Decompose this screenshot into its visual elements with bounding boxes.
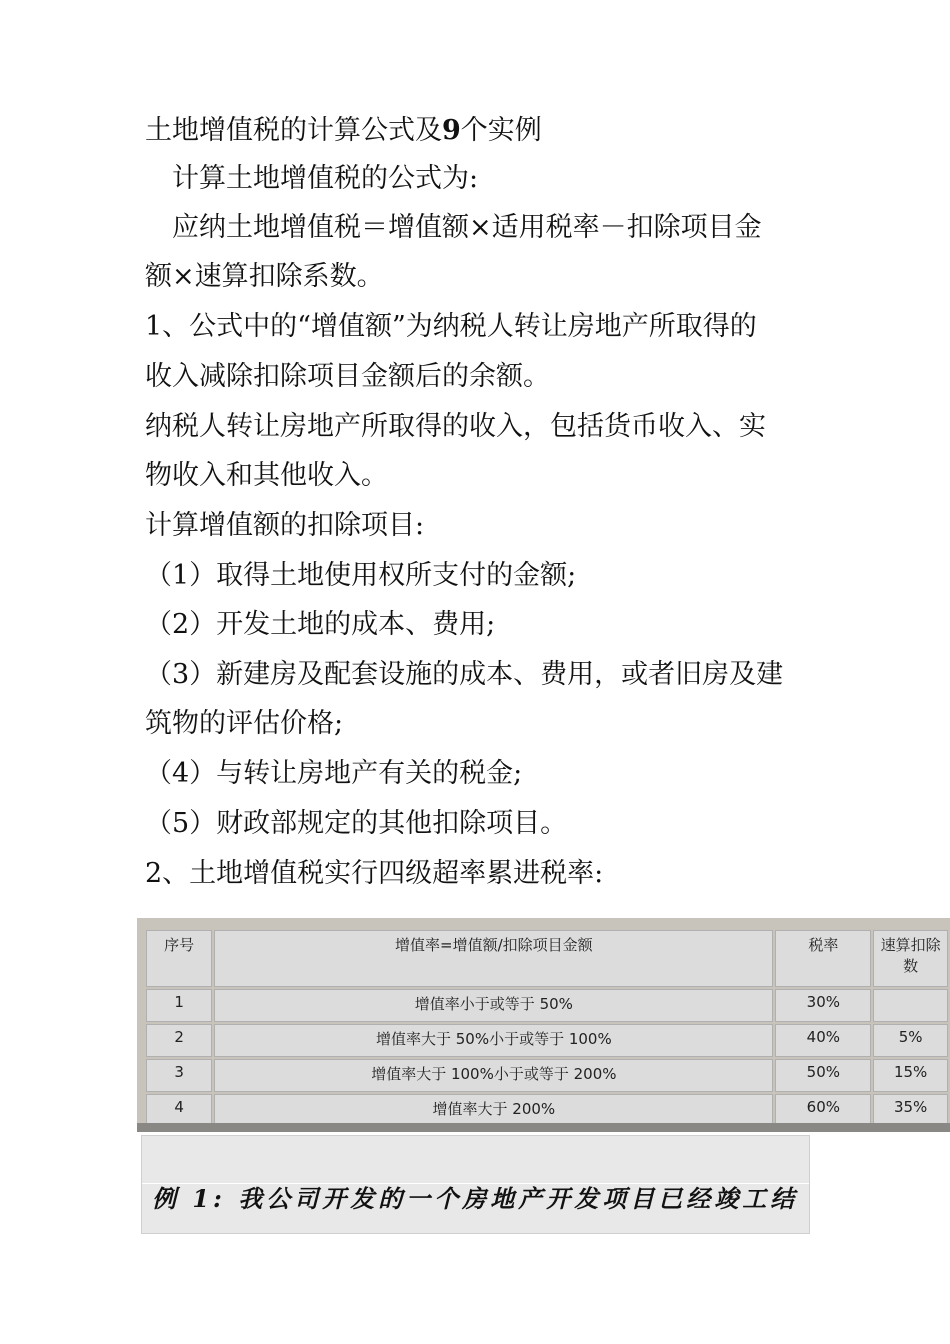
table-row (146, 989, 948, 1022)
paragraph-line: 额×速算扣除系数。 (145, 261, 384, 292)
document-title (145, 114, 542, 148)
table-row (146, 1059, 948, 1092)
table-cell: 增值率大于 200% (214, 1094, 773, 1127)
table-cell: 增值率小于或等于 50% (214, 989, 773, 1022)
list-item: （4）与转让房地产有关的税金; (145, 758, 523, 789)
example-heading: 例 1: 我公司开发的一个房地产开发项目已经竣工结 (152, 1184, 799, 1213)
paragraph-line: 收入减除扣除项目金额后的余额。 (145, 361, 550, 392)
table-cell (873, 989, 948, 1022)
title-suffix: 个实例 (460, 115, 542, 146)
list-item: （3）新建房及配套设施的成本、费用，或者旧房及建 (145, 659, 784, 690)
title-prefix: 土地增值税的计算公式及 (145, 115, 442, 146)
table-cell: 60% (775, 1094, 871, 1127)
header-cell-rate: 税率 (775, 930, 871, 987)
table-cell: 3 (146, 1059, 212, 1092)
paragraph-line: 物收入和其他收入。 (145, 460, 388, 491)
rate-table-container (137, 918, 950, 1132)
table-cell: 1 (146, 989, 212, 1022)
table-cell: 5% (873, 1024, 948, 1057)
table-row (146, 1024, 948, 1057)
table-cell: 15% (873, 1059, 948, 1092)
rate-table (144, 928, 950, 1129)
header-cell-index: 序号 (146, 930, 212, 987)
table-cell: 35% (873, 1094, 948, 1127)
table-cell: 2 (146, 1024, 212, 1057)
list-item: （5）财政部规定的其他扣除项目。 (145, 808, 568, 839)
table-cell: 增值率大于 100%小于或等于 200% (214, 1059, 773, 1092)
paragraph-line: 2、土地增值税实行四级超率累进税率: (145, 858, 604, 889)
list-item: （1）取得土地使用权所支付的金额; (145, 560, 577, 591)
paragraph-line: 纳税人转让房地产所取得的收入，包括货币收入、实 (145, 411, 766, 442)
list-item: 筑物的评估价格; (145, 708, 344, 739)
table-cell: 50% (775, 1059, 871, 1092)
list-item: （2）开发土地的成本、费用; (145, 609, 496, 640)
example-box (141, 1135, 810, 1234)
table-cell: 增值率大于 50%小于或等于 100% (214, 1024, 773, 1057)
header-cell-deduction: 速算扣除数 (873, 930, 948, 987)
header-cell-ratio: 增值率=增值额/扣除项目金额 (214, 930, 773, 987)
title-number: 9 (442, 115, 461, 146)
table-cell: 40% (775, 1024, 871, 1057)
table-cell: 4 (146, 1094, 212, 1127)
paragraph-line: 1、公式中的“增值额”为纳税人转让房地产所取得的 (145, 311, 757, 342)
paragraph-line: 计算土地增值税的公式为: (145, 163, 479, 194)
table-cell: 30% (775, 989, 871, 1022)
paragraph-line: 计算增值额的扣除项目: (145, 510, 425, 541)
paragraph-line: 应纳土地增值税＝增值额×适用税率－扣除项目金 (145, 212, 762, 243)
table-bottom-border (137, 1123, 950, 1132)
table-header-row (146, 930, 948, 987)
